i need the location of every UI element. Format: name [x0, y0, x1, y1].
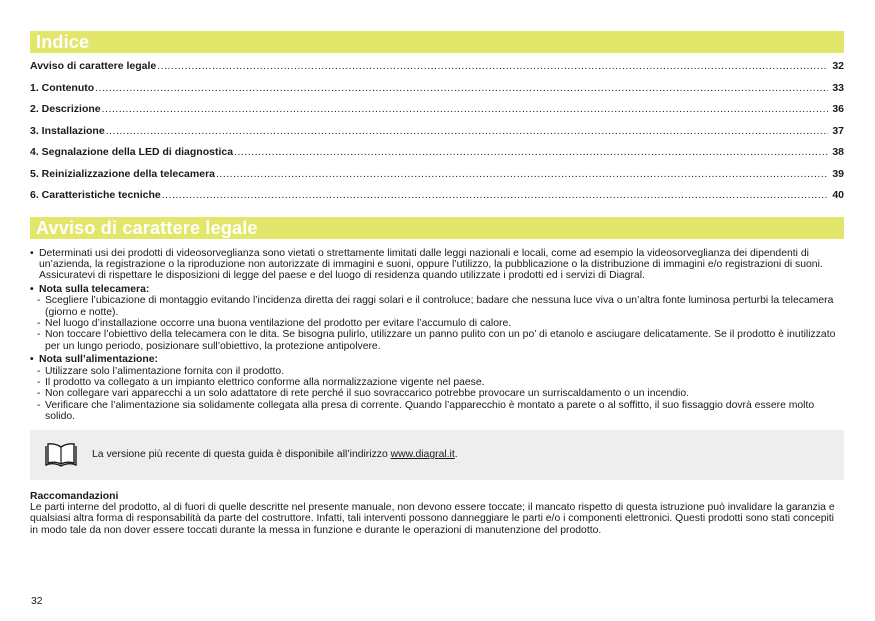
camera-note-item: Scegliere l’ubicazione di montaggio evitando l’incidenza diretta dei raggi solari e il controluce; badare che nessuna luce viva o un’altra fonte luminosa perturbi la telecamera (giorno e notte). [45, 295, 834, 318]
toc-entry[interactable] [30, 189, 844, 211]
toc-entry-title: 1. Contenuto [30, 81, 95, 94]
recommendations-heading: Raccomandazioni [30, 490, 119, 502]
info-message: La versione più recente di questa guida è disponibile all’indirizzo [92, 449, 388, 461]
legal-notice-heading: Avviso di carattere legale [30, 217, 844, 239]
dash-marker: - [37, 295, 41, 307]
toc-entry-page: 37 [832, 124, 844, 137]
dash-marker: - [37, 399, 41, 411]
toc-leader-dots [95, 82, 828, 94]
page-number: 32 [31, 596, 43, 607]
toc-entry-page: 32 [832, 60, 844, 72]
toc-entry-title: Avviso di carattere legale [30, 60, 157, 72]
camera-note-heading: Nota sulla telecamera: [39, 283, 150, 295]
dash-marker: - [37, 388, 41, 400]
toc-leader-dots [234, 146, 828, 158]
toc-entry-page: 33 [832, 81, 844, 94]
open-book-icon [44, 442, 78, 468]
toc-entry[interactable] [30, 146, 844, 168]
bullet-marker: • [30, 354, 34, 366]
camera-note-item: Non toccare l’obiettivo della telecamera con le dita. Se bisogna pulirlo, utilizzare un panno pulito con un po’ di etanolo e asciugare delicatamente. Se il prodotto è inutilizzato per un lungo periodo, posizionare sull’obiettivo, la protezione antipolvere. [45, 329, 836, 352]
toc-entry[interactable] [30, 103, 844, 125]
dash-marker: - [37, 365, 41, 377]
dash-marker: - [37, 317, 41, 329]
recommendations-text: Le parti interne del prodotto, al di fuori di quelle descritte nel presente manuale, non devono essere toccate; il mancato rispetto di questa istruzione può invalidare la garanzia e qualsiasi altra forma di responsabilità da parte del costruttore. Infatti, tali interventi possono danneggiare le parti e/o i componenti elettronici. Questi prodotti sono stati concepiti in modo tale da non dover essere toccati durante la messa in funzione e durante le operazioni di manutenzione del prodotto. [30, 502, 835, 536]
toc-entry-page: 40 [832, 189, 844, 201]
diagral-link[interactable]: www.diagral.it [390, 449, 455, 461]
power-note-heading: Nota sull’alimentazione: [39, 354, 158, 366]
list-item [30, 329, 844, 352]
toc-entry-title: 6. Caratteristiche tecniche [30, 189, 161, 201]
bullet-marker: • [30, 283, 34, 295]
bullet-marker: • [30, 247, 34, 259]
toc-leader-dots [102, 103, 829, 115]
toc-entry[interactable] [30, 82, 844, 104]
toc-entry[interactable] [30, 168, 844, 190]
toc-leader-dots [216, 168, 828, 180]
toc-entry-page: 38 [832, 146, 844, 158]
toc-entry-title: 2. Descrizione [30, 103, 101, 115]
toc-entry-page: 36 [832, 103, 844, 115]
page [30, 31, 844, 536]
camera-note-item: Nel luogo d’installazione occorre una buona ventilazione del prodotto per evitare l’accumulo di calore. [45, 317, 512, 329]
toc-entry-page: 39 [832, 167, 844, 180]
list-item [30, 388, 844, 399]
dash-marker: - [37, 376, 41, 388]
toc-leader-dots [162, 189, 829, 201]
intro-text: Determinati usi dei prodotti di videosorveglianza sono vietati o strettamente limitati dalle leggi nazionali e locali, come ad esempio la videosorveglianza dei dipendenti di un’azienda, la registrazione o la riproduzione non autorizzate di immagini e suoni, oppure l’utilizzo, la pubblicazione o la distribuzione di immagini e/o registrazioni di suoni. Assicuratevi di rispettare le disposizioni di legge del paese e del luogo di residenza quando utilizzate i prodotti ed i servizi di Diagral. [39, 247, 823, 282]
toc-entry-title: 3. Installazione [30, 124, 105, 137]
info-box [30, 430, 844, 480]
camera-note-heading-row [30, 284, 844, 295]
list-item [30, 366, 844, 377]
power-note-item: Il prodotto va collegato a un impianto elettrico conforme alla normalizzazione vigente nel paese. [45, 376, 485, 388]
legal-notice-body [30, 248, 844, 423]
info-text [92, 449, 458, 460]
toc-entry[interactable] [30, 60, 844, 82]
list-item [30, 295, 844, 318]
index-heading: Indice [30, 31, 844, 53]
info-suffix: . [454, 449, 458, 461]
toc-entry[interactable] [30, 125, 844, 147]
toc-leader-dots [106, 125, 829, 137]
toc-entry-title: 5. Reinizializzazione della telecamera [30, 167, 215, 180]
table-of-contents [30, 60, 844, 211]
power-note-item: Utilizzare solo l’alimentazione fornita con il prodotto. [45, 365, 285, 377]
toc-leader-dots [157, 60, 828, 72]
list-item [30, 377, 844, 388]
intro-bullet [30, 248, 844, 282]
toc-entry-title: 4. Segnalazione della LED di diagnostica [30, 146, 234, 158]
dash-marker: - [37, 329, 41, 341]
list-item [30, 400, 844, 423]
list-item [30, 318, 844, 329]
power-note-heading-row [30, 354, 844, 365]
power-note-item: Non collegare vari apparecchi a un solo adattatore di rete perché il suo sovraccarico potrebbe provocare un surriscaldamento o un incendio. [45, 388, 690, 400]
power-note-item: Verificare che l’alimentazione sia solidamente collegata alla presa di corrente. Quando l’apparecchio è montato a parete o al soffitto, il suo fissaggio dovrà essere molto solido. [45, 399, 815, 423]
